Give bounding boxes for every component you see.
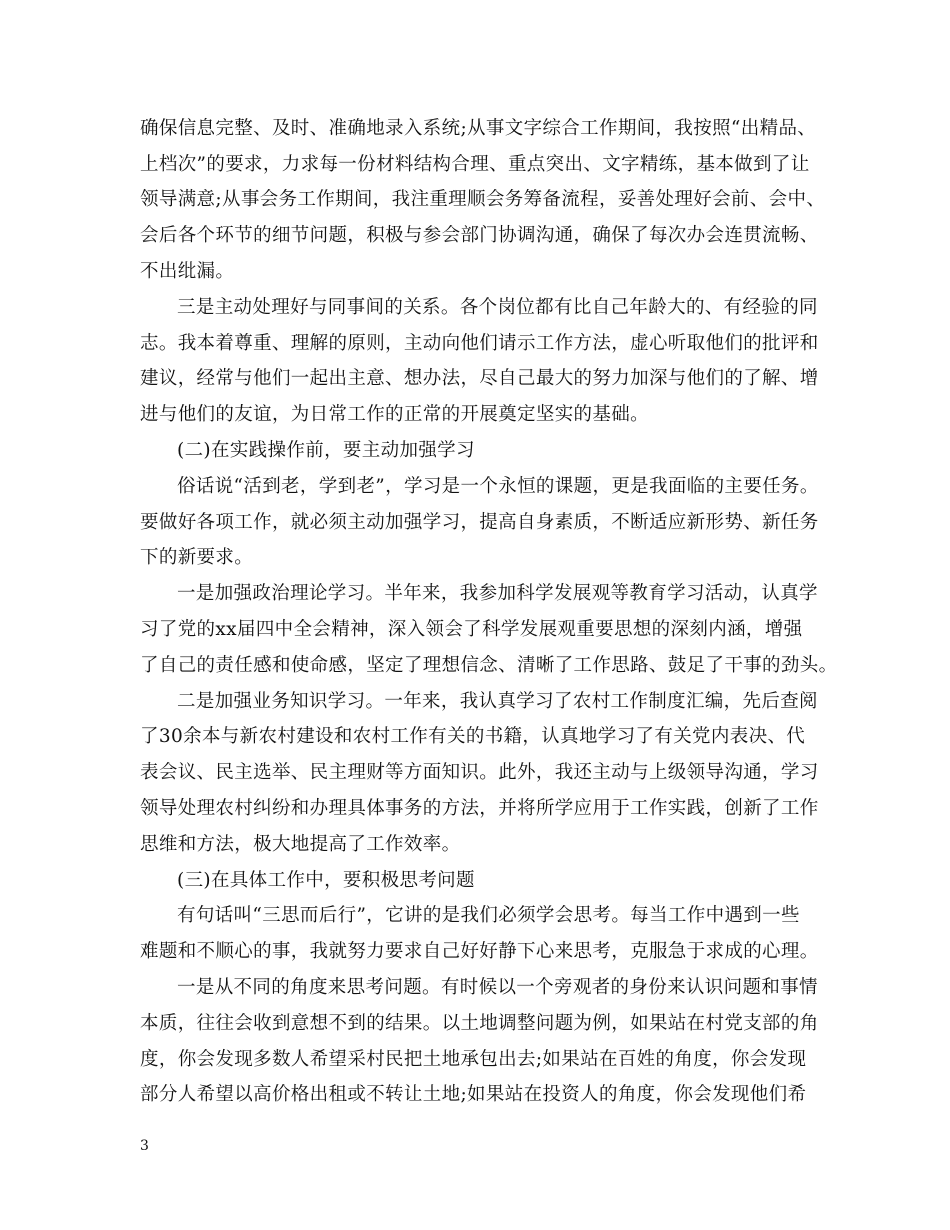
text-line: 部分人希望以高价格出租或不转让土地;如果站在投资人的角度，你会发现他们希: [140, 1084, 807, 1105]
text-line: 要做好各项工作，就必须主动加强学习，提高自身素质，不断适应新形势、新任务: [140, 512, 819, 533]
text-line: 领导处理农村纠纷和办理具体事务的方法，并将所学应用于工作实践，创新了工作: [140, 798, 819, 819]
paragraph-first-line: 有句话叫“三思而后行”，它讲的是我们必须学会思考。每当工作中遇到一些: [177, 905, 800, 926]
text-line: 了30余本与新农村建设和农村工作有关的书籍，认真地学习了有关党内表决、代: [140, 726, 806, 747]
text-line: 领导满意;从事会务工作期间，我注重理顺会务筹备流程，妥善处理好会前、会中、: [140, 189, 826, 210]
paragraph-first-line: 俗话说“活到老，学到老”，学习是一个永恒的课题，更是我面临的主要任务。: [177, 476, 819, 497]
text-line: 难题和不顺心的事，我就努力要求自己好好静下心来思考，克服急于求成的心理。: [140, 941, 819, 962]
text-line: 志。我本着尊重、理解的原则，主动向他们请示工作方法，虚心听取他们的批评和: [140, 333, 819, 354]
text-line: 下的新要求。: [140, 547, 254, 568]
text-line: 表会议、民主选举、民主理财等方面知识。此外，我还主动与上级领导沟通，学习: [140, 762, 819, 783]
text-line: 建议，经常与他们一起出主意、想办法，尽自己最大的努力加深与他们的了解、增: [140, 368, 819, 389]
text-line: 不出纰漏。: [140, 261, 235, 282]
text-line: 确保信息完整、及时、准确地录入系统;从事文字综合工作期间，我按照“出精品、: [140, 118, 817, 139]
section-heading: (三)在具体工作中，要积极思考问题: [177, 870, 475, 891]
text-line: 会后各个环节的细节问题，积极与参会部门协调沟通，确保了每次办会连贯流畅、: [140, 225, 819, 246]
text-line: 思维和方法，极大地提高了工作效率。: [140, 834, 461, 855]
text-line: 了自己的责任感和使命感，坚定了理想信念、清晰了工作思路、鼓足了干事的劲头。: [140, 655, 838, 676]
text-line: 习了党的xx届四中全会精神，深入领会了科学发展观重要思想的深刻内涵，增强: [140, 619, 803, 640]
section-heading: (二)在实践操作前，要主动加强学习: [177, 440, 475, 461]
paragraph-first-line: 二是加强业务知识学习。一年来，我认真学习了农村工作制度汇编，先后查阅: [177, 691, 818, 712]
page-number: 3: [140, 1138, 149, 1154]
text-line: 度，你会发现多数人希望采村民把土地承包出去;如果站在百姓的角度，你会发现: [140, 1049, 807, 1070]
text-line: 上档次”的要求，力求每一份材料结构合理、重点突出、文字精练，基本做到了让: [140, 154, 810, 175]
paragraph-first-line: 三是主动处理好与同事间的关系。各个岗位都有比自己年龄大的、有经验的同: [177, 297, 818, 318]
text-line: 本质，往往会收到意想不到的结果。以土地调整问题为例，如果站在村党支部的角: [140, 1013, 819, 1034]
paragraph-first-line: 一是加强政治理论学习。半年来，我参加科学发展观等教育学习活动，认真学: [177, 583, 818, 604]
text-line: 进与他们的友谊，为日常工作的正常的开展奠定坚实的基础。: [140, 404, 649, 425]
paragraph-first-line: 一是从不同的角度来思考问题。有时候以一个旁观者的身份来认识问题和事情: [177, 977, 818, 998]
